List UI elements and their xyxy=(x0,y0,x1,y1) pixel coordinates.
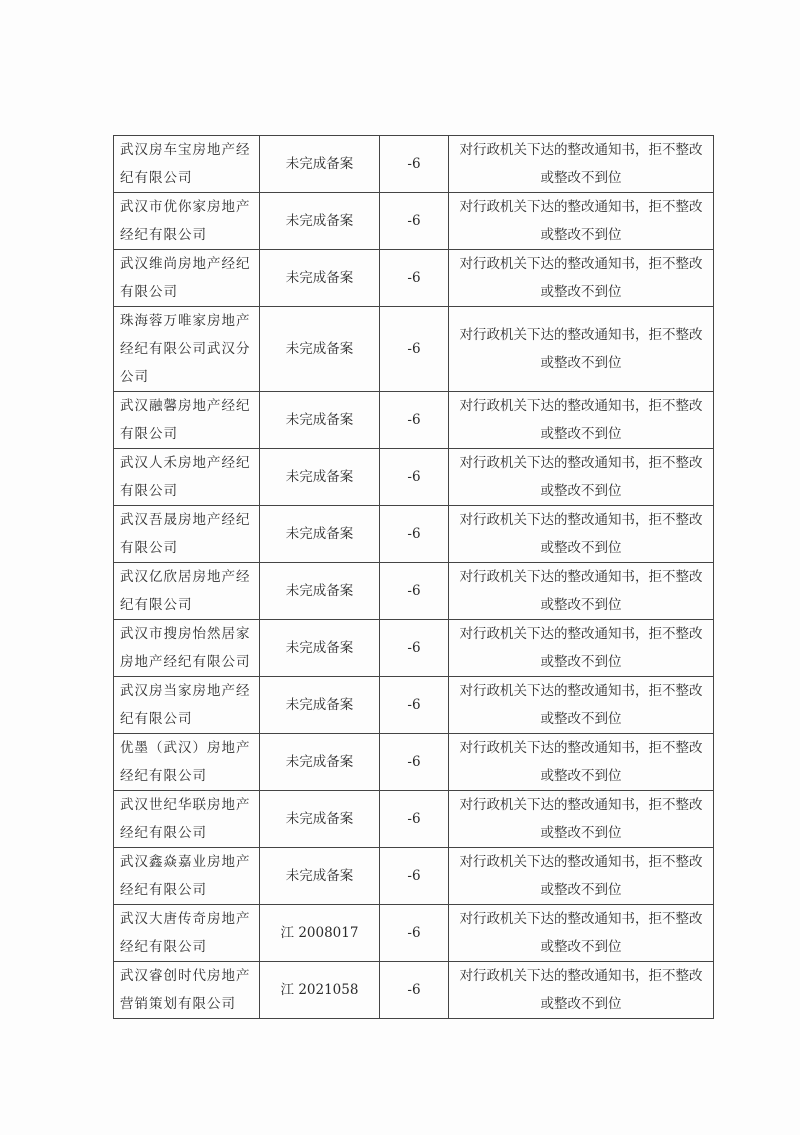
company-cell: 优墨（武汉）房地产经纪有限公司 xyxy=(114,734,260,791)
reason-cell: 对行政机关下达的整改通知书，拒不整改或整改不到位 xyxy=(449,250,714,307)
score-cell: -6 xyxy=(380,250,449,307)
company-cell: 武汉市优你家房地产经纪有限公司 xyxy=(114,193,260,250)
record-number-cell: 未完成备案 xyxy=(260,563,380,620)
reason-cell: 对行政机关下达的整改通知书，拒不整改或整改不到位 xyxy=(449,620,714,677)
company-cell: 武汉融馨房地产经纪有限公司 xyxy=(114,392,260,449)
record-number-cell: 未完成备案 xyxy=(260,734,380,791)
record-number-cell: 未完成备案 xyxy=(260,250,380,307)
score-cell: -6 xyxy=(380,734,449,791)
table-row xyxy=(114,392,714,449)
company-cell: 珠海蓉万唯家房地产经纪有限公司武汉分公司 xyxy=(114,307,260,392)
company-cell: 武汉房当家房地产经纪有限公司 xyxy=(114,677,260,734)
score-cell: -6 xyxy=(380,193,449,250)
score-cell: -6 xyxy=(380,136,449,193)
company-cell: 武汉世纪华联房地产经纪有限公司 xyxy=(114,791,260,848)
score-cell: -6 xyxy=(380,905,449,962)
company-cell: 武汉市搜房怡然居家房地产经纪有限公司 xyxy=(114,620,260,677)
table-row xyxy=(114,307,714,392)
table-row xyxy=(114,193,714,250)
table-row xyxy=(114,136,714,193)
penalty-table xyxy=(113,135,714,1019)
score-cell: -6 xyxy=(380,620,449,677)
record-number-cell: 江 2021058 xyxy=(260,962,380,1019)
table-row xyxy=(114,250,714,307)
record-number-cell: 未完成备案 xyxy=(260,136,380,193)
score-cell: -6 xyxy=(380,791,449,848)
table-body xyxy=(114,136,714,1019)
reason-cell: 对行政机关下达的整改通知书，拒不整改或整改不到位 xyxy=(449,677,714,734)
company-cell: 武汉人禾房地产经纪有限公司 xyxy=(114,449,260,506)
record-number-cell: 未完成备案 xyxy=(260,620,380,677)
reason-cell: 对行政机关下达的整改通知书，拒不整改或整改不到位 xyxy=(449,734,714,791)
record-number-cell: 未完成备案 xyxy=(260,392,380,449)
company-cell: 武汉睿创时代房地产营销策划有限公司 xyxy=(114,962,260,1019)
reason-cell: 对行政机关下达的整改通知书，拒不整改或整改不到位 xyxy=(449,449,714,506)
record-number-cell: 未完成备案 xyxy=(260,848,380,905)
company-cell: 武汉亿欣居房地产经纪有限公司 xyxy=(114,563,260,620)
company-cell: 武汉大唐传奇房地产经纪有限公司 xyxy=(114,905,260,962)
record-number-cell: 未完成备案 xyxy=(260,506,380,563)
table-row xyxy=(114,563,714,620)
record-number-cell: 未完成备案 xyxy=(260,307,380,392)
score-cell: -6 xyxy=(380,506,449,563)
reason-cell: 对行政机关下达的整改通知书，拒不整改或整改不到位 xyxy=(449,848,714,905)
table-row xyxy=(114,848,714,905)
record-number-cell: 江 2008017 xyxy=(260,905,380,962)
table-row xyxy=(114,506,714,563)
record-number-cell: 未完成备案 xyxy=(260,677,380,734)
reason-cell: 对行政机关下达的整改通知书，拒不整改或整改不到位 xyxy=(449,392,714,449)
reason-cell: 对行政机关下达的整改通知书，拒不整改或整改不到位 xyxy=(449,506,714,563)
record-number-cell: 未完成备案 xyxy=(260,791,380,848)
score-cell: -6 xyxy=(380,307,449,392)
company-cell: 武汉鑫焱嘉业房地产经纪有限公司 xyxy=(114,848,260,905)
table-row xyxy=(114,620,714,677)
record-number-cell: 未完成备案 xyxy=(260,193,380,250)
reason-cell: 对行政机关下达的整改通知书，拒不整改或整改不到位 xyxy=(449,905,714,962)
reason-cell: 对行政机关下达的整改通知书，拒不整改或整改不到位 xyxy=(449,307,714,392)
reason-cell: 对行政机关下达的整改通知书，拒不整改或整改不到位 xyxy=(449,962,714,1019)
record-number-cell: 未完成备案 xyxy=(260,449,380,506)
table-row xyxy=(114,734,714,791)
score-cell: -6 xyxy=(380,563,449,620)
table-row xyxy=(114,962,714,1019)
table-row xyxy=(114,677,714,734)
score-cell: -6 xyxy=(380,962,449,1019)
company-cell: 武汉维尚房地产经纪有限公司 xyxy=(114,250,260,307)
table-row xyxy=(114,449,714,506)
score-cell: -6 xyxy=(380,392,449,449)
reason-cell: 对行政机关下达的整改通知书，拒不整改或整改不到位 xyxy=(449,136,714,193)
company-cell: 武汉吾晟房地产经纪有限公司 xyxy=(114,506,260,563)
reason-cell: 对行政机关下达的整改通知书，拒不整改或整改不到位 xyxy=(449,563,714,620)
score-cell: -6 xyxy=(380,677,449,734)
table-row xyxy=(114,905,714,962)
reason-cell: 对行政机关下达的整改通知书，拒不整改或整改不到位 xyxy=(449,193,714,250)
reason-cell: 对行政机关下达的整改通知书，拒不整改或整改不到位 xyxy=(449,791,714,848)
table-row xyxy=(114,791,714,848)
score-cell: -6 xyxy=(380,449,449,506)
score-cell: -6 xyxy=(380,848,449,905)
company-cell: 武汉房车宝房地产经纪有限公司 xyxy=(114,136,260,193)
